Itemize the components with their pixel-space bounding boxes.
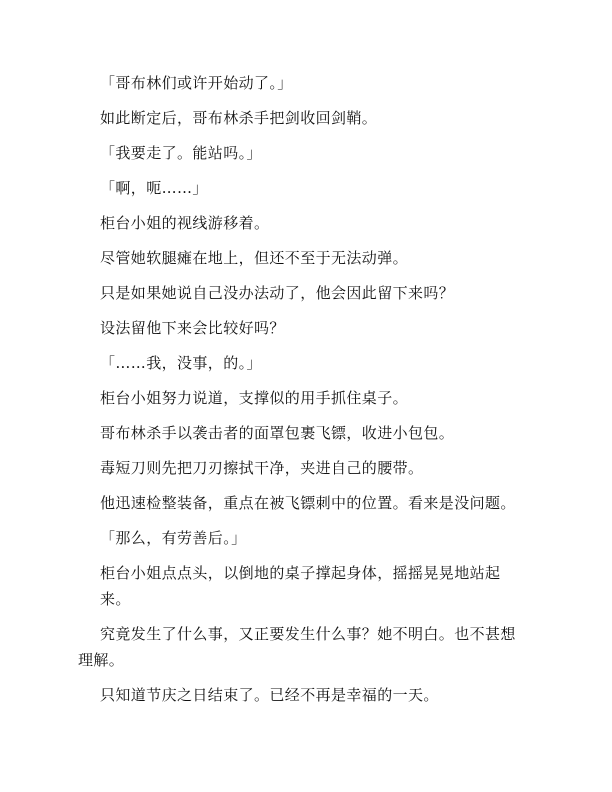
paragraph: 柜台小姐的视线游移着。 xyxy=(100,214,270,232)
paragraph: 只是如果她说自己没办法动了，他会因此留下来吗？ xyxy=(100,284,455,302)
paragraph: 柜台小姐点点头，以倒地的桌子撑起身体，摇摇晃晃地站起来。 xyxy=(100,564,501,608)
paragraph: 「那么，有劳善后。」 xyxy=(100,529,247,547)
paragraph: 哥布林杀手以袭击者的面罩包裹飞镖，收进小包包。 xyxy=(100,424,455,442)
paragraph: 设法留他下来会比较好吗？ xyxy=(100,319,285,337)
paragraph: 「我要走了。能站吗。」 xyxy=(100,144,262,162)
paragraph: 究竟发生了什么事，又正要发生什么事？她不明白。也不甚想理解。 xyxy=(78,625,516,669)
paragraph: 他迅速检整装备，重点在被飞镖刺中的位置。看来是没问题。 xyxy=(100,494,516,512)
text-body xyxy=(78,70,530,717)
paragraph: 如此断定后，哥布林杀手把剑收回剑鞘。 xyxy=(100,109,378,127)
paragraph: 尽管她软腿瘫在地上，但还不至于无法动弹。 xyxy=(100,249,409,267)
paragraph: 柜台小姐努力说道，支撑似的用手抓住桌子。 xyxy=(100,389,409,407)
paragraph: 毒短刀则先把刀刃擦拭干净，夹进自己的腰带。 xyxy=(100,459,424,477)
paragraph: 「……我，没事，的。」 xyxy=(100,354,262,372)
paragraph: 只知道节庆之日结束了。已经不再是幸福的一天。 xyxy=(100,686,439,704)
paragraph: 「啊，呃……」 xyxy=(100,179,208,197)
paragraph: 「哥布林们或许开始动了。」 xyxy=(100,74,293,92)
